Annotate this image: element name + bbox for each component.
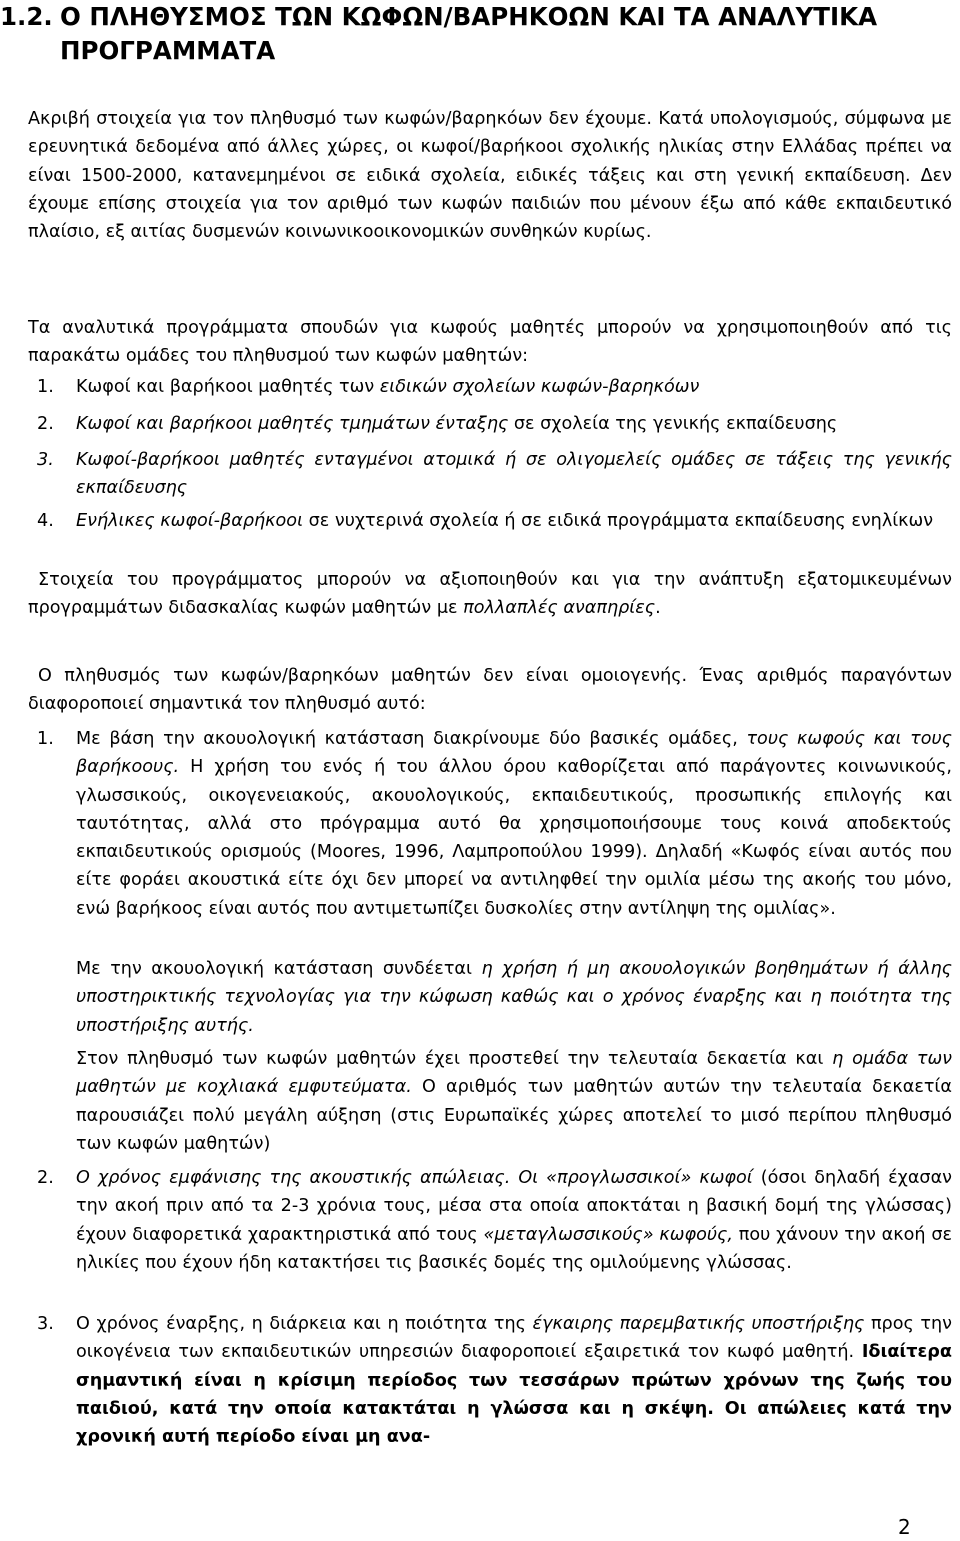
factor-text-italic: έγκαιρης παρεμβατικής υποστήριξης (532, 1314, 865, 1334)
subparagraph-text-italic: η χρήση ή μη ακουολογικών βοηθημάτων ή άλλης υποστηρικτικής τεχνολογίας για την κώφωση καθώς και ο χρόνος έναρξης και η ποιότητα της υποστήριξης αυτής. (76, 959, 952, 1036)
factor-text: Ο χρόνος έναρξης, η διάρκεια και η ποιότητα της (76, 1314, 533, 1334)
list-number: 4. (37, 511, 54, 531)
multiple-disabilities-paragraph (28, 566, 952, 623)
factor-text-italic: «μεταγλωσσικούς» κωφούς, (483, 1224, 733, 1245)
subparagraph-text: Με την ακουολογική κατάσταση συνδέεται (76, 959, 482, 979)
list-text-tail: σε σχολεία της γενικής εκπαίδευσης (508, 414, 838, 434)
factor-text: (όσοι δηλαδή έχασαν την ακοή πριν από τα 2-3 χρόνια τους, μέσα στα οποία αποκτάται η βασική δομή της γλώσσας) έχουν διαφορετικά χαρακτηριστικά από τους (76, 1168, 952, 1245)
list-number: 3. (37, 1314, 54, 1334)
list-number: 3. (37, 450, 54, 470)
factor-text: Με βάση την ακουολογική κατάσταση διακρίνουμε δύο βασικές ομάδες, (76, 729, 747, 749)
list-text: Κωφοί και βαρήκοοι μαθητές των (76, 377, 380, 397)
factor-subparagraph (76, 1045, 952, 1158)
intro-paragraph (28, 105, 952, 246)
subparagraph-text-italic: η ομάδα των μαθητών με κοχλιακά εμφυτεύματα. (76, 1049, 953, 1098)
factor-text-tail: Η χρήση του ενός ή του άλλου όρου καθορίζεται από παράγοντες κοινωνικούς, γλωσσικούς, οικογενειακούς, ακουολογικούς, εκπαιδευτικούς, προσωπικής επιλογής και ταυτότητας, αλλά στο πρόγραμμα αυτό θα χρησιμοποιήσουμε τους κοινά αποδεκτούς εκπαιδευτικούς ορισμούς (Moores, 1996, Λαμπροπούλου 1999). Δηλαδή «Κωφός είναι αυτός που είτε φοράει ακουστικά είτε όχι δεν μπορεί να αντιληφθεί την ομιλία μέσω της ακοής του μόνο, ενώ βαρήκοος είναι αυτός που αντιμετωπίζει δυσκολίες στην αντίληψη της ομιλίας». (76, 757, 952, 919)
subparagraph-text: Στον πληθυσμό των κωφών μαθητών έχει προστεθεί την τελευταία δεκαετία και (76, 1049, 833, 1069)
list-item (28, 410, 952, 438)
intro-text-b: Δεν έχουμε επίσης στοιχεία για τον αριθμό των κωφών παιδιών που μένουν έξω από κάθε εκπαιδευτικό πλαίσιο, εξ αιτίας δυσμενών κοινωνικοοικονομικών συνθηκών κυρίως. (28, 165, 952, 243)
factor-item (28, 725, 952, 923)
paragraph-text-tail: . (655, 598, 661, 619)
list-number: 1. (37, 729, 54, 749)
list-text-tail: σε νυχτερινά σχολεία ή σε ειδικά προγράμματα εκπαίδευσης ενηλίκων (303, 511, 934, 531)
factor-text-tail: που χάνουν την ακοή σε ηλικίες που έχουν ήδη κατακτήσει τις βασικές δομές της ομιλούμενης γλώσσας. (76, 1224, 952, 1273)
curriculum-paragraph: Τα αναλυτικά προγράμματα σπουδών για κωφούς μαθητές μπορούν να χρησιμοποιηθούν από τις παρακάτω ομάδες του πληθυσμού των κωφών μαθητών: (28, 318, 952, 367)
paragraph-text-italic: πολλαπλές αναπηρίες (463, 598, 656, 619)
list-number: 1. (37, 377, 54, 397)
factor-item (28, 1164, 952, 1277)
list-item (28, 507, 952, 535)
list-text-italic: Ενήλικες κωφοί-βαρήκοοι (76, 511, 304, 531)
section-title-line-2: ΠΡΟΓΡΑΜΜΑΤΑ (60, 36, 276, 65)
paragraph-text: Στοιχεία του προγράμματος μπορούν να αξιοποιηθούν και για την ανάπτυξη εξατομικευμένων προγραμμάτων διδασκαλίας κωφών μαθητών με (28, 570, 952, 619)
factor-text-bold: Ιδιαίτερα σημαντική είναι η κρίσιμη περίοδος των τεσσάρων πρώτων χρόνων της ζωής του παιδιού, κατά την οποία κατακτάται η γλώσσα και η σκέψη. Οι απώλειες κατά την χρονική αυτή περίοδο είναι μη ανα- (76, 1342, 952, 1448)
subparagraph-text-tail: Ο αριθμός των μαθητών αυτών την τελευταία δεκαετία παρουσιάζει πολύ μεγάλη αύξηση (στις Ευρωπαϊκές χώρες αποτελεί το μισό περίπου πληθυσμό των κωφών μαθητών) (76, 1077, 952, 1154)
list-item (28, 373, 952, 401)
factor-text-italic: Ο χρόνος εμφάνισης της ακουστικής απώλειας. Οι «προγλωσσικοί» κωφοί (76, 1168, 753, 1188)
section-title-line-1: Ο ΠΛΗΘΥΣΜΟΣ ΤΩΝ ΚΩΦΩΝ/ΒΑΡΗΚΟΩΝ ΚΑΙ ΤΑ ΑΝΑΛΥΤΙΚΑ (60, 2, 878, 31)
population-paragraph: Ο πληθυσμός των κωφών/βαρηκόων μαθητών δεν είναι ομοιογενής. Ένας αριθμός παραγόντων διαφοροποιεί σημαντικά τον πληθυσμό αυτό: (28, 666, 952, 715)
factor-text: προς την οικογένεια των εκπαιδευτικών υπηρεσιών διαφοροποιεί εξαιρετικά τον κωφό μαθητή. (76, 1314, 952, 1363)
list-text-italic: Κωφοί-βαρήκοοι μαθητές ενταγμένοι ατομικά ή σε ολιγομελείς ομάδες σε τάξεις της γενικής εκπαίδευσης (76, 450, 952, 499)
list-number: 2. (37, 414, 54, 434)
list-text-italic: ειδικών σχολείων κωφών-βαρηκόων (379, 377, 700, 397)
section-number: 1.2. (0, 2, 53, 31)
page-number: 2 (898, 1515, 911, 1539)
factor-text-italic: τους κωφούς και τους βαρήκοους. (76, 729, 952, 778)
intro-text-a: Ακριβή στοιχεία για τον πληθυσμό των κωφών/βαρηκόων δεν έχουμε. Κατά υπολογισμούς, σύμφωνα με ερευνητικά δεδομένα από άλλες χώρες, οι κωφοί/βαρήκοοι σχολικής ηλικίας στην Ελλάδας πρέπει να είναι 1500-2000, κατανεμημένοι σε ειδικά σχολεία, ειδικές τάξεις και στη γενική εκπαίδευση. (28, 109, 952, 186)
list-number: 2. (37, 1168, 54, 1188)
factor-item (28, 1310, 952, 1451)
list-text-italic: Κωφοί και βαρήκοοι μαθητές τμημάτων ένταξης (76, 414, 509, 434)
factor-subparagraph (76, 955, 952, 1040)
section-heading (0, 0, 956, 68)
list-item (28, 446, 952, 503)
